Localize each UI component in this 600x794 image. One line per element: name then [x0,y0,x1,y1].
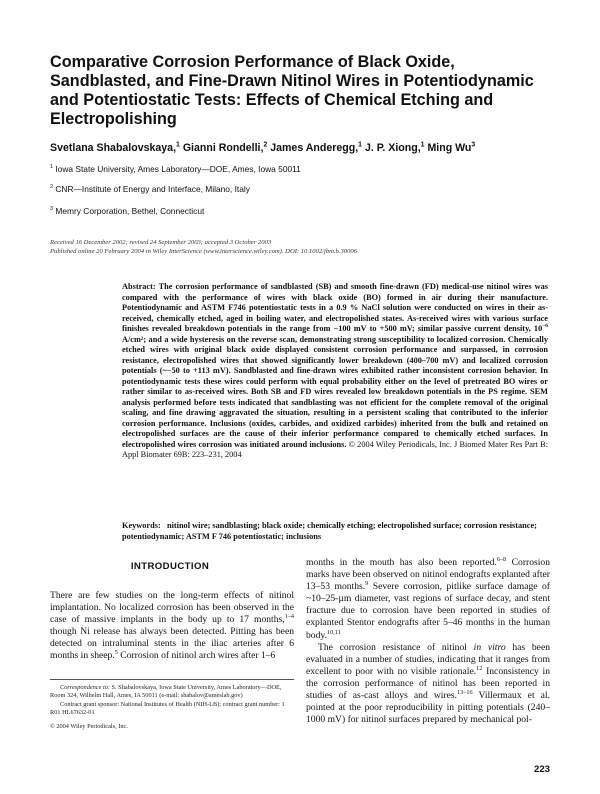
keywords [122,521,548,542]
reference-marker: 9 [365,580,369,587]
author-name: Ming Wu [427,142,472,154]
body-text: has been evaluated in a number of studies, indicating that it ranges from excellent to poor with no visible rationale. [306,641,551,677]
affiliation-text: Memry Corporation, Bethel, Connecticut [55,206,205,216]
correspondence-label: Correspondence to: [60,684,110,691]
author-name: Svetlana Shabalovskaya, [50,142,177,154]
footnote-divider [50,679,294,680]
reference-marker: 13–16 [457,688,473,696]
reference-marker: 1–4 [284,613,294,620]
reference-marker: 10,11 [326,628,341,636]
correspondence-text: S. Shabalovskaya, Iowa State University, Ames Laboratory—DOE, Room 324, Wilhelm Hall, Ames, IA 50011 (e-mail: shabalov@ameslab.gov) [50,684,282,700]
body-text: Severe corrosion, pitlike surface damage of ~10–25-µm diameter, vast regions of surface decay, and stent fracture due to corrosion have been reported in studies of explanted Stentor endografts after 5–46 months in the human body. [306,581,550,641]
abstract-text: The corrosion performance of sandblasted (SB) and smooth fine-drawn (FD) medical-use nitinol wires was compared with the performance of wires with black oxide (BO) formed in air during their manufacture. Potentiodynamic and ASTM F746 potentiostatic tests in a 0.9 % NaCl solution were conducted on wires in their as-received, chemically etched, aged in boiling water, and electropolished states. As-received wires with various surface finishes revealed breakdown potentials in the range from −100 mV to +500 mV; similar passive current density, 10 [122,282,548,333]
affiliation-number: 2 [50,184,54,191]
copyright-footnote: © 2004 Wiley Periodicals, Inc. [50,722,128,730]
italic-text: in vitro [473,641,506,653]
author-affiliation-mark: 2 [263,141,268,149]
body-text: Corrosion marks have been observed on nitinol endografts explanted after 13–53 months. [306,557,550,593]
abstract-exponent: −6 [542,323,548,330]
affiliation-number: 1 [50,164,54,171]
author-affiliation-mark: 3 [471,141,476,149]
grant-footnote: Contract grant sponsor: National Institutes of Health (NIH-LB); contract grant number: 1 R01 HL67632-01 [50,700,285,717]
body-text: Inconsistency in the corrosion performance of nitinol has been reported in studies of as-cast alloys and wires. [306,665,550,702]
body-text: Corrosion of nitinol arch wires after 1–6 [117,650,276,662]
author-affiliation-mark: 1 [176,141,180,149]
author-name: James Anderegg, [270,142,359,154]
correspondence-footnote [50,684,294,701]
body-text: The corrosion resistance of nitinol [318,641,474,653]
publication-dates [50,238,550,256]
paragraph [306,642,550,727]
page-number: 223 [533,764,550,775]
affiliation [50,164,550,175]
affiliation-number: 3 [50,206,54,213]
affiliation [50,184,550,195]
footnotes [50,684,294,731]
keywords-text: nitinol wire; sandblasting; black oxide; chemically etching; electropolished surface; corrosion resistance; potentiodynamic; ASTM F 746 potentiostatic; inclusions [122,521,537,541]
abstract [122,282,548,461]
reference-marker: 6–8 [496,555,507,563]
author-affiliation-mark: 1 [358,141,362,149]
author-name: Gianni Rondelli, [182,142,264,154]
affiliation [50,206,550,217]
article-title: Comparative Corrosion Performance of Black Oxide, Sandblasted, and Fine-Drawn Nitinol Wires in Potentiodynamic and Potentiostatic Tests: Effects of Chemical Etching and Electropolishing [50,53,534,128]
body-text: though Ni release has always been detected. Pitting has been detected on intraluminal stents in the iliac arteries after 6 months in sheep. [50,626,294,662]
keywords-label: Keywords: [122,521,161,530]
author-name: J. P. Xiong, [364,142,421,154]
published-online: Published online 20 February 2004 in Wiley InterScience (www.interscience.wiley.com). DOI: 10.1002/jbm.b.30006 [50,248,357,255]
left-column-body [50,590,294,663]
affiliation-text: Iowa State University, Ames Laboratory—DOE, Ames, Iowa 50011 [55,164,301,174]
reference-marker: 5 [114,649,118,657]
body-text: There are few studies on the long-term effects of nitinol implantation. No localized corrosion has been observed in the case of massive implants in the body up to 17 months, [50,590,294,626]
right-column-body [306,557,550,726]
section-heading-introduction: INTRODUCTION [130,561,210,572]
abstract-label: Abstract: [122,282,156,291]
paragraph [306,557,550,642]
reference-marker: 12 [476,664,483,672]
received-revised-accepted: Received 16 December 2002; revised 24 September 2003; accepted 3 October 2003 [50,239,272,246]
abstract-text-cont: A/cm²; and a wide hysteresis on the reverse scan, demonstrating strong susceptibility to localized corrosion. Chemically etched wires with original black oxide displayed consistent corrosion performance and surpassed, in corrosion resistance, electropolished wires that showed significantly lower breakdown (400–700 mV) and localized corrosion potentials (~−50 to +113 mV). Sandblasted and fine-drawn wires exhibited rather inconsistent corrosion behavior. In potentiodynamic tests these wires could perform with equal probability either on the level of pretreated BO wires or rather similar to as-received wires. Both SB and FD wires revealed low breakdown potentials in the PS regime. SEM analysis performed before tests indicated that sandblasting was not efficient for the complete removal of the original scaling, and fine drawing aggravated the situation, resulting in a persistent scaling that contributed to the inferior corrosion performance. Inclusions (oxides, carbides, and oxidized carbides) inherited from the bulk and retained on electropolished surfaces are the cause of their inferior performance compared to chemically etched surfaces. In electropolished wires corrosion was initiated around inclusions. [122,334,548,449]
author-list [50,142,550,155]
author-affiliation-mark: 1 [420,141,425,149]
body-text: Villermaux et al. pointed at the poor reproducibility in pitting potentials (240–1000 mV) for nitinol surfaces prepared by mechanical pol- [306,690,550,726]
body-text: months in the mouth has also been reported. [306,557,497,568]
affiliation-text: CNR—Institute of Energy and Interface, Milano, Italy [55,184,250,194]
abstract-citation: © 2004 Wiley Periodicals, Inc. J Biomed Mater Res Part B: Appl Biomater 69B: 223–231, 2004 [122,439,549,459]
